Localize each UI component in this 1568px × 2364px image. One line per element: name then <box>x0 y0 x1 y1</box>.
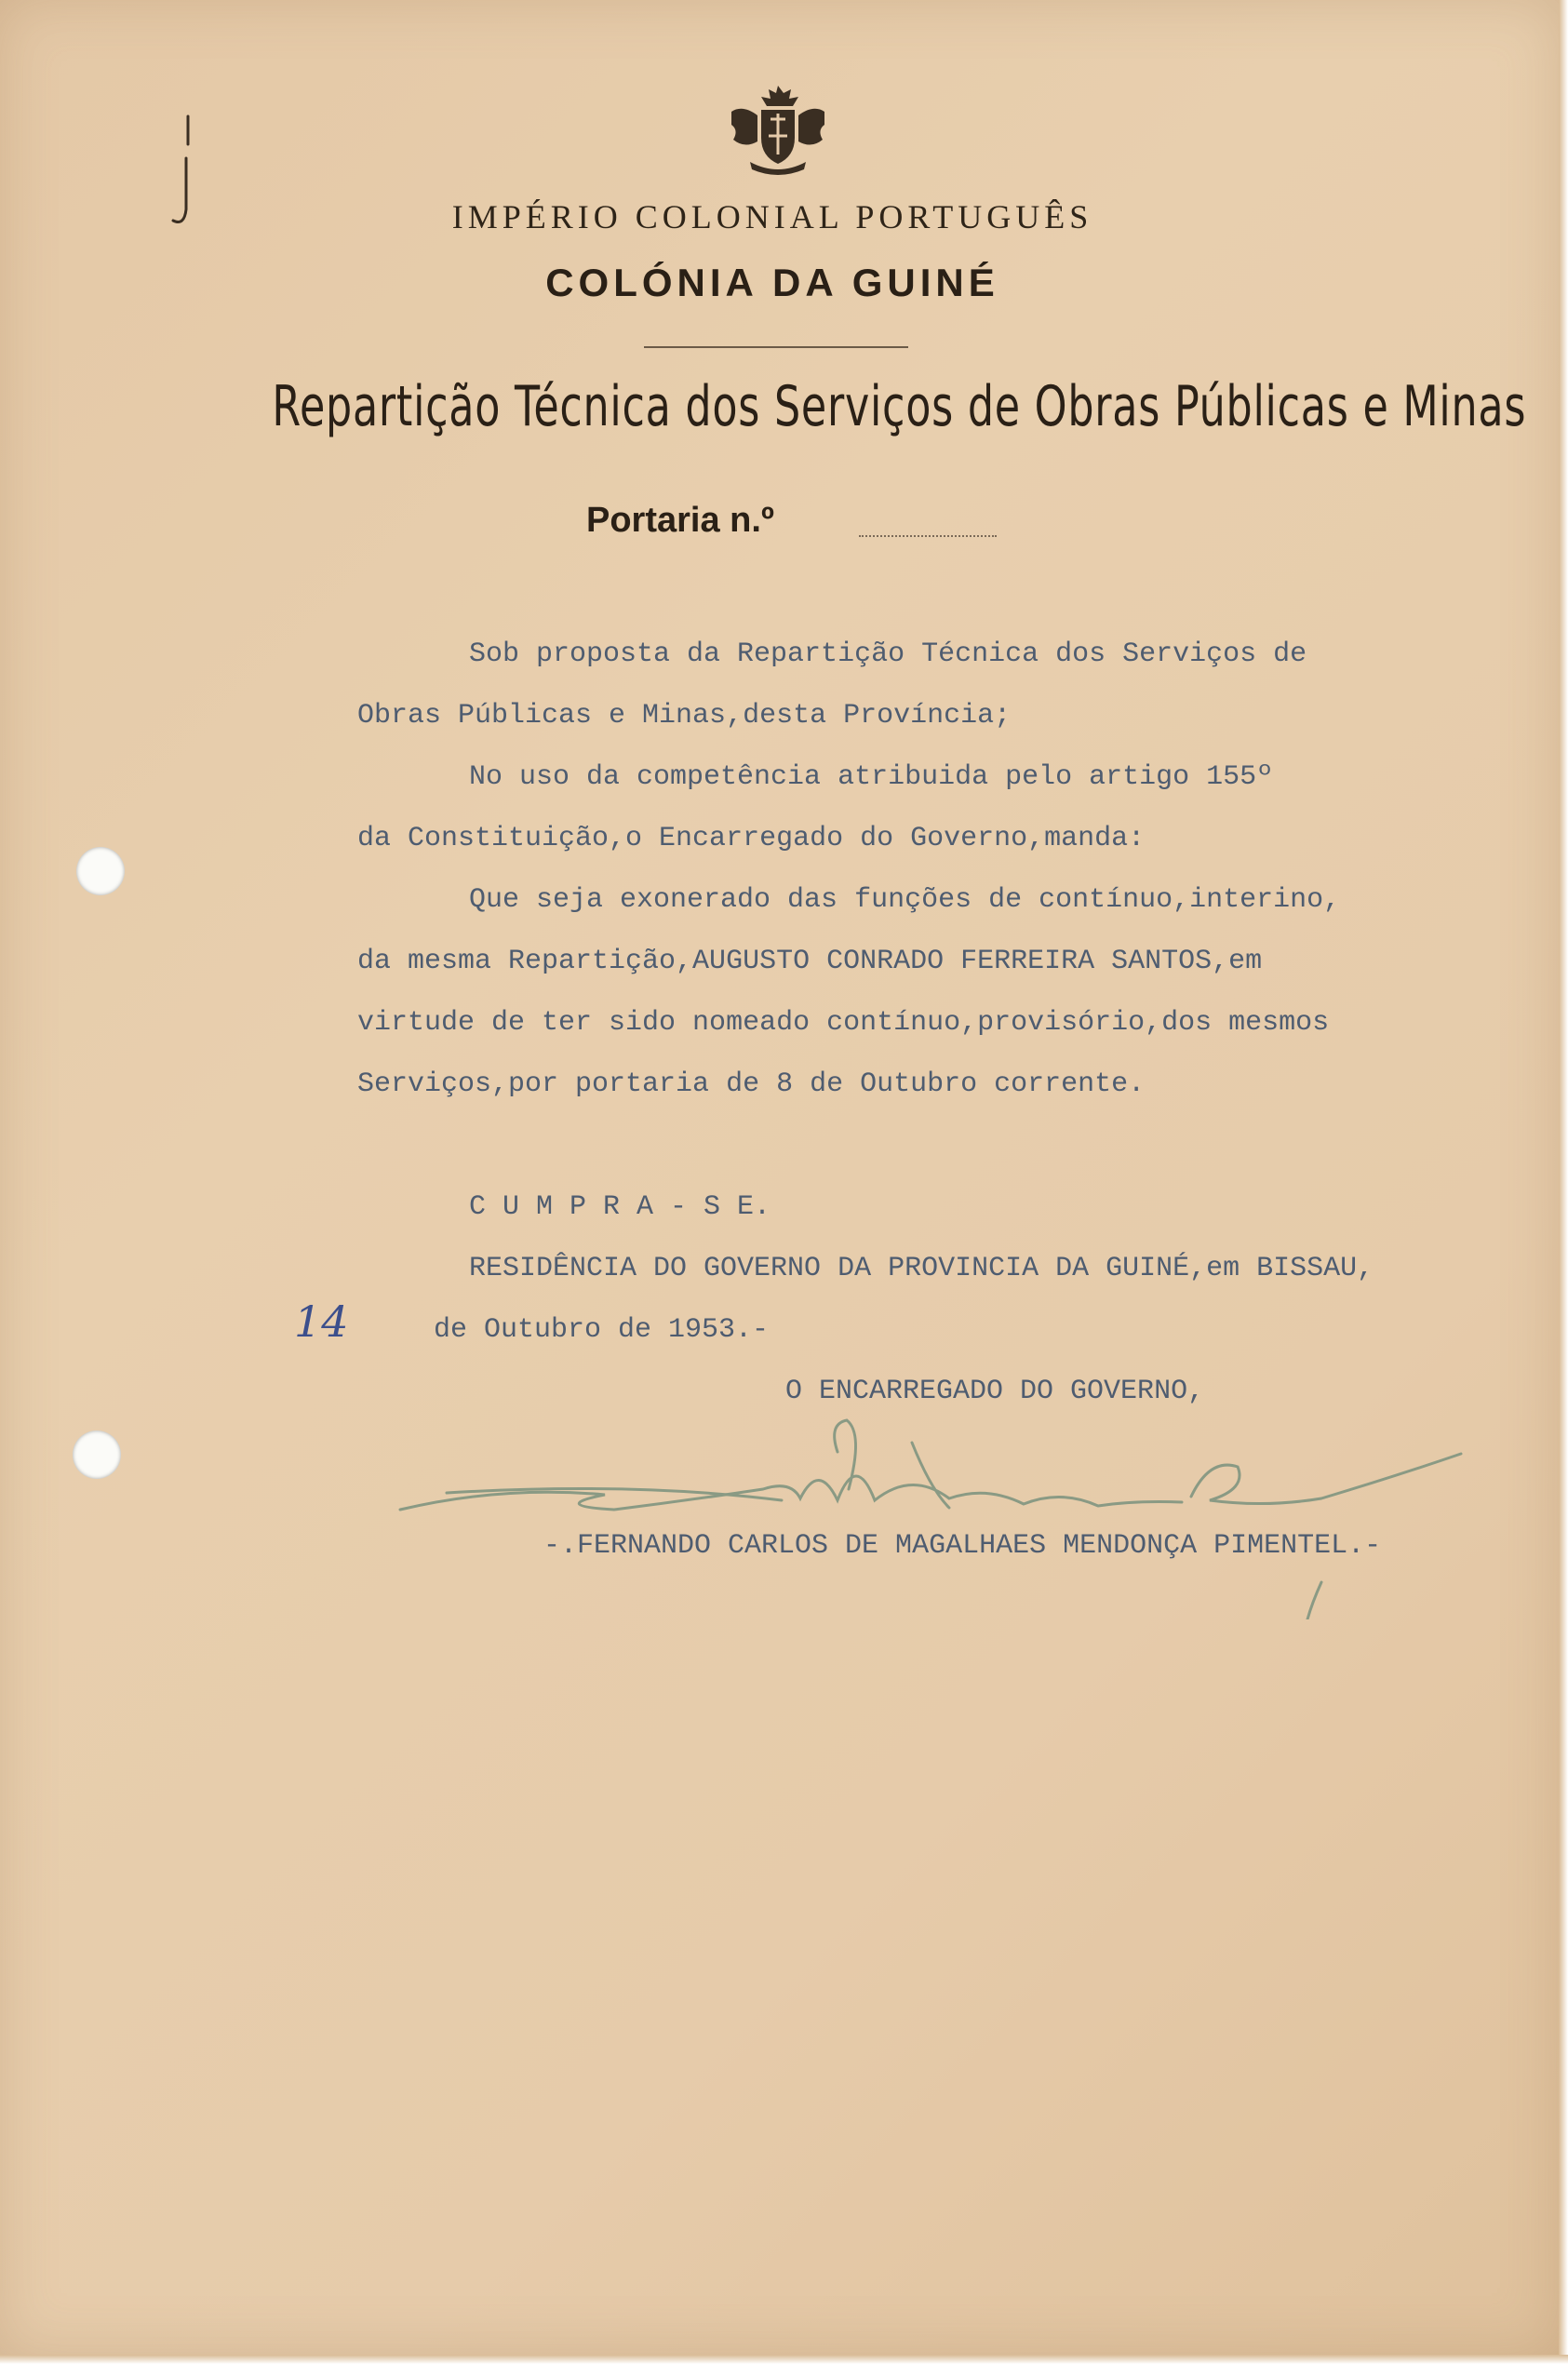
page-edge-bottom <box>0 2355 1568 2364</box>
punch-hole-top <box>76 847 125 895</box>
signatory-name: -.FERNANDO CARLOS DE MAGALHAES MENDONÇA PIMENTEL.- <box>543 1530 1382 1562</box>
body-line: da Constituição,o Encarregado do Governo,manda: <box>357 823 1146 854</box>
header-divider <box>644 346 908 348</box>
punch-hole-bottom <box>73 1430 121 1479</box>
header-colony: COLÓNIA DA GUINÉ <box>545 261 999 304</box>
header-department: Repartição Técnica dos Serviços de Obras Públicas e Minas <box>272 374 1527 439</box>
portaria-label: Portaria n.º <box>586 501 774 540</box>
page-edge-right <box>1559 0 1568 2364</box>
body-line: No uso da competência atribuida pelo artigo 155º <box>469 761 1274 793</box>
governor-title: O ENCARREGADO DO GOVERNO, <box>785 1376 1205 1407</box>
body-line: Serviços,por portaria de 8 de Outubro corrente. <box>357 1068 1146 1100</box>
body-line: Sob proposta da Repartição Técnica dos Serviços de <box>469 638 1307 670</box>
date-line: de Outubro de 1953.- <box>434 1314 770 1346</box>
cumpra-se: C U M P R A - S E. <box>469 1191 771 1223</box>
portaria-number-line <box>859 535 997 537</box>
body-line: virtude de ter sido nomeado contínuo,provisório,dos mesmos <box>357 1007 1330 1039</box>
body-line: Obras Públicas e Minas,desta Província; <box>357 700 1012 732</box>
residence-line: RESIDÊNCIA DO GOVERNO DA PROVINCIA DA GUINÉ,em BISSAU, <box>469 1253 1374 1284</box>
coat-of-arms-icon <box>724 84 832 177</box>
handwritten-day: 14 <box>294 1296 349 1347</box>
body-line: da mesma Repartição,AUGUSTO CONRADO FERREIRA SANTOS,em <box>357 946 1263 977</box>
body-line: Que seja exonerado das funções de contínuo,interino, <box>469 884 1341 916</box>
pencil-mark-icon <box>168 107 205 237</box>
header-empire: IMPÉRIO COLONIAL PORTUGUÊS <box>451 198 1093 235</box>
signature-icon <box>391 1396 1489 1619</box>
